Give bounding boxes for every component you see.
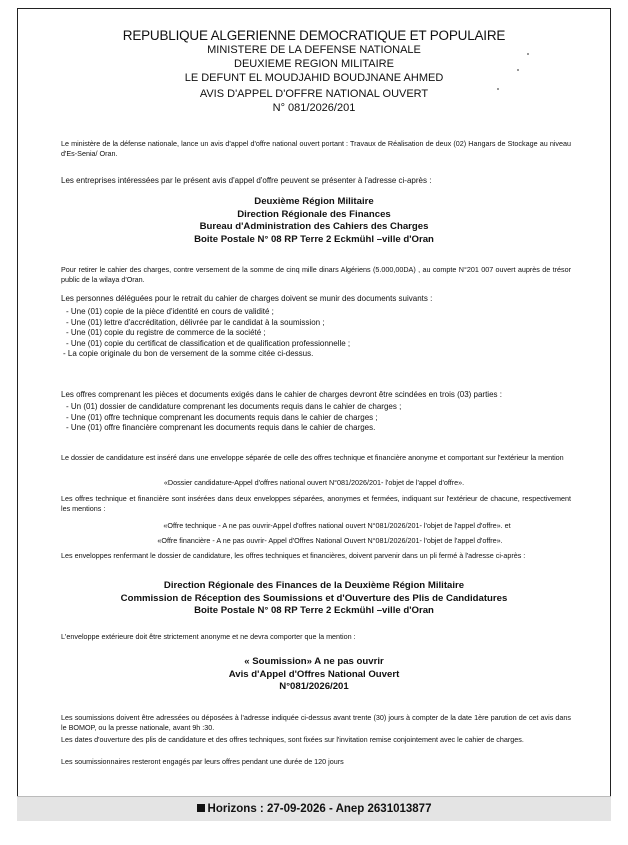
soumission-line3: N°081/2026/201 (279, 681, 349, 692)
list-item: - Un (01) dossier de candidature comprenant les documents requis dans le cahier de charges ; (66, 402, 402, 411)
list-item: - Une (01) copie de la pièce d'identité en cours de validité ; (66, 307, 274, 316)
retrait-paragraph: Pour retirer le cahier des charges, contre versement de la somme de cinq mille dinars Algériens (5.000,00DA) , au compte N°201 007 ouvert auprès de trésor public de la wilaya d'Oran. (61, 265, 571, 284)
offres-tech-paragraph: Les offres technique et financière sont insérées dans deux enveloppes séparées, anonymes et fermées, indiquant sur l'extérieur de chacune, respectivement les mentions : (61, 494, 571, 513)
parts-list (66, 402, 566, 434)
address2-line3: Boite Postale N° 08 RP Terre 2 Eckmühl –ville d'Oran (194, 605, 434, 616)
speck (527, 53, 529, 55)
address-block-1 (0, 196, 628, 246)
address1-line2: Direction Régionale des Finances (237, 208, 391, 220)
list-item: - Une (01) offre technique comprenant les documents requis dans le cahier de charges ; (66, 412, 378, 422)
document-header (0, 28, 628, 115)
intro-paragraph: Le ministère de la défense nationale, lance un avis d'appel d'offre national ouvert portant : Travaux de Réalisation de deux (02) Hangars de Stockage au niveau d'Es-Senia/ Oran. (61, 139, 571, 158)
entreprises-paragraph: Les entreprises intéressées par le présent avis d'appel d'offre peuvent se présenter à l'adresse ci-après : (61, 176, 432, 185)
final-paragraph-1: Les soumissions doivent être adressées ou déposées à l'adresse indiquée ci-dessus avant trente (30) jours à compter de la date 1ère parution de cet avis dans le BOMOP, ou la presse nationale, avant 9h :30. (61, 713, 571, 732)
address1-line3: Bureau d'Administration des Cahiers des Charges (199, 221, 429, 232)
list-item: - Une (01) copie du certificat de classification et de qualification professionnelle ; (66, 338, 351, 348)
republic-title: REPUBLIQUE ALGERIENNE DEMOCRATIQUE ET POPULAIRE (122, 28, 506, 43)
list-item: - Une (01) offre financière comprenant les documents requis dans le cahier de charges. (66, 423, 376, 433)
defunt-title: LE DEFUNT EL MOUDJAHID BOUDJNANE AHMED (184, 72, 444, 84)
address2-line2: Commission de Réception des Soumissions et d'Ouverture des Plis de Candidatures (120, 592, 508, 604)
speck (517, 69, 519, 71)
dossier-paragraph: Le dossier de candidature est inséré dans une enveloppe séparée de celle des offres technique et financière anonyme et comportant sur l'extérieur la mention (61, 453, 564, 462)
square-bullet-icon (197, 804, 205, 812)
soumission-line2: Avis d'Appel d'Offres National Ouvert (228, 668, 400, 680)
mention-technique: «Offre technique - A ne pas ouvrir-Appel d'offres national ouvert N°081/2026/201- l'objet de l'appel d'offre». et (163, 521, 511, 530)
avis-title: AVIS D'APPEL D'OFFRE NATIONAL OUVERT (199, 88, 429, 100)
soumission-block (0, 656, 628, 694)
list-item: - Une (01) copie du registre de commerce de la société ; (66, 328, 266, 338)
personnes-paragraph: Les personnes déléguées pour le retrait du cahier de charges doivent se munir des documents suivants : (61, 294, 433, 303)
documents-list (63, 307, 566, 360)
mention-financiere: «Offre financière - A ne pas ouvrir- Appel d'Offres National Ouvert N°081/2026/201- l'objet de l'appel d'offre». (157, 536, 503, 545)
offres-paragraph: Les offres comprenant les pièces et documents exigés dans le cahier de charges devront être scindées en trois (03) parties : (61, 390, 502, 399)
final-paragraph-3: Les soumissionnaires resteront engagés par leurs offres pendant une durée de 120 jours (61, 757, 344, 766)
address1-line4: Boite Postale N° 08 RP Terre 2 Eckmühl –ville d'Oran (194, 233, 434, 245)
exterieure-paragraph: L'enveloppe extérieure doit être strictement anonyme et ne devra comporter que la mention : (61, 632, 356, 641)
ministry-title: MINISTERE DE LA DEFENSE NATIONALE (207, 44, 421, 56)
footer-banner (17, 796, 611, 821)
list-item: - Une (01) lettre d'accréditation, délivrée par le candidat à la soumission ; (66, 317, 325, 327)
address-block-2 (0, 580, 628, 618)
avis-number: N° 081/2026/201 (272, 102, 356, 114)
list-item: - La copie originale du bon de versement de la somme citée ci-dessus. (63, 349, 314, 359)
final-paragraph-2: Les dates d'ouverture des plis de candidature et des offres techniques, sont fixées sur l'invitation remise conjointement avec le cahier de charges. (61, 735, 524, 744)
address2-line1: Direction Régionale des Finances de la Deuxième Région Militaire (163, 580, 465, 591)
speck (497, 88, 499, 90)
region-title: DEUXIEME REGION MILITAIRE (234, 58, 394, 70)
footer-text: Horizons : 27-09-2026 - Anep 2631013877 (207, 803, 432, 815)
enveloppes-paragraph: Les enveloppes renfermant le dossier de candidature, les offres techniques et financières, doivent parvenir dans un pli fermé à l'adresse ci-après : (61, 551, 526, 560)
address1-line1: Deuxième Région Militaire (254, 196, 374, 207)
mention-dossier: «Dossier candidature-Appel d'offres national ouvert N°081/2026/201- l'objet de l'appel d'offre». (163, 478, 465, 487)
soumission-line1: « Soumission» A ne pas ouvrir (244, 656, 384, 667)
